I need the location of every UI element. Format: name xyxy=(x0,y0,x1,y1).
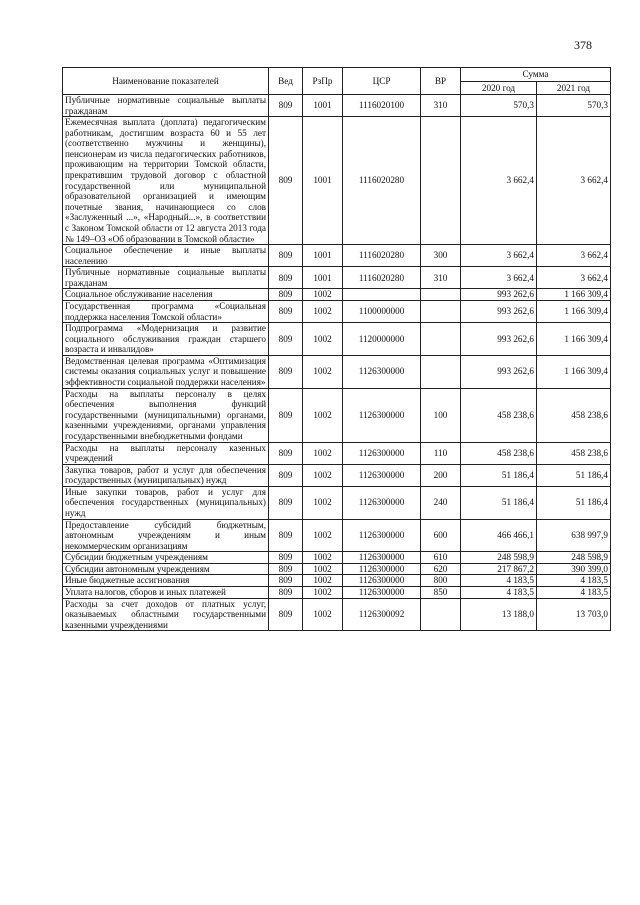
table-cell-ved: 809 xyxy=(269,442,303,464)
table-cell-rzpr: 1001 xyxy=(303,267,343,289)
table-cell-2021: 51 186,4 xyxy=(537,464,611,486)
header-csr: ЦСР xyxy=(343,68,421,95)
table-cell-name: Социальное обслуживание населения xyxy=(63,289,269,301)
table-cell-csr: 1116020280 xyxy=(343,245,421,267)
table-cell-csr: 1126300000 xyxy=(343,464,421,486)
table-cell-vr: 200 xyxy=(421,464,461,486)
table-cell-ved: 809 xyxy=(269,598,303,631)
table-cell-2020: 3 662,4 xyxy=(461,117,537,245)
table-cell-ved: 809 xyxy=(269,117,303,245)
table-row xyxy=(63,95,611,117)
table-cell-vr: 240 xyxy=(421,486,461,519)
page-number: 378 xyxy=(574,38,592,52)
table-cell-csr: 1126300000 xyxy=(343,587,421,599)
table-cell-rzpr: 1002 xyxy=(303,552,343,564)
table-cell-rzpr: 1002 xyxy=(303,519,343,552)
table-cell-2020: 458 238,6 xyxy=(461,442,537,464)
table-cell-rzpr: 1002 xyxy=(303,289,343,301)
table-cell-2020: 570,3 xyxy=(461,95,537,117)
table-row xyxy=(63,289,611,301)
table-cell-csr xyxy=(343,289,421,301)
header-year-2020: 2020 год xyxy=(461,82,537,95)
table-cell-name: Субсидии автономным учреждениям xyxy=(63,563,269,575)
header-vr: ВР xyxy=(421,68,461,95)
table-cell-csr: 1100000000 xyxy=(343,300,421,322)
table-row xyxy=(63,442,611,464)
table-cell-name: Закупка товаров, работ и услуг для обеспечения государственных (муниципальных) нужд xyxy=(63,464,269,486)
table-cell-ved: 809 xyxy=(269,552,303,564)
table-cell-2021: 3 662,4 xyxy=(537,245,611,267)
table-cell-2021: 1 166 309,4 xyxy=(537,323,611,356)
table-cell-2021: 248 598,9 xyxy=(537,552,611,564)
table-cell-2020: 993 262,6 xyxy=(461,355,537,388)
table-row xyxy=(63,575,611,587)
table-cell-ved: 809 xyxy=(269,464,303,486)
table-cell-name: Социальное обеспечение и иные выплаты населению xyxy=(63,245,269,267)
table-cell-2020: 4 183,5 xyxy=(461,587,537,599)
table-cell-rzpr: 1001 xyxy=(303,117,343,245)
table-row xyxy=(63,598,611,631)
table-cell-ved: 809 xyxy=(269,388,303,442)
table-cell-2020: 51 186,4 xyxy=(461,486,537,519)
table-cell-rzpr: 1001 xyxy=(303,95,343,117)
table-cell-ved: 809 xyxy=(269,486,303,519)
table-cell-csr: 1126300000 xyxy=(343,552,421,564)
table-cell-2020: 217 867,2 xyxy=(461,563,537,575)
table-cell-csr: 1116020280 xyxy=(343,267,421,289)
table-cell-vr: 850 xyxy=(421,587,461,599)
table-cell-name: Государственная программа «Социальная поддержка населения Томской области» xyxy=(63,300,269,322)
table-cell-rzpr: 1002 xyxy=(303,486,343,519)
table-cell-csr: 1116020280 xyxy=(343,117,421,245)
table-cell-2020: 3 662,4 xyxy=(461,267,537,289)
table-cell-ved: 809 xyxy=(269,289,303,301)
table-cell-2021: 570,3 xyxy=(537,95,611,117)
table-cell-rzpr: 1002 xyxy=(303,575,343,587)
table-row xyxy=(63,486,611,519)
table-cell-rzpr: 1002 xyxy=(303,323,343,356)
table-cell-rzpr: 1002 xyxy=(303,563,343,575)
table-cell-name: Иные закупки товаров, работ и услуг для обеспечения государственных (муниципальных) нужд xyxy=(63,486,269,519)
table-cell-name: Предоставление субсидий бюджетным, автономным учреждениям и иным некоммерческим организациям xyxy=(63,519,269,552)
table-cell-rzpr: 1002 xyxy=(303,388,343,442)
header-rzpr: РзПр xyxy=(303,68,343,95)
table-cell-name: Расходы на выплаты персоналу в целях обеспечения выполнения функций государственными (муниципальными) органами, казенными учреждениями, органами управления государственными внебюджетными фондами xyxy=(63,388,269,442)
table-cell-2020: 993 262,6 xyxy=(461,289,537,301)
table-cell-2021: 13 703,0 xyxy=(537,598,611,631)
table-cell-name: Расходы на выплаты персоналу казенных учреждений xyxy=(63,442,269,464)
table-cell-vr xyxy=(421,300,461,322)
table-cell-ved: 809 xyxy=(269,323,303,356)
table-row xyxy=(63,245,611,267)
table-cell-rzpr: 1002 xyxy=(303,587,343,599)
table-cell-2020: 993 262,6 xyxy=(461,323,537,356)
table-cell-ved: 809 xyxy=(269,300,303,322)
table-cell-ved: 809 xyxy=(269,563,303,575)
table-cell-2020: 993 262,6 xyxy=(461,300,537,322)
table-cell-vr: 800 xyxy=(421,575,461,587)
table-cell-2020: 4 183,5 xyxy=(461,575,537,587)
table-cell-name: Публичные нормативные социальные выплаты гражданам xyxy=(63,95,269,117)
table-cell-2020: 3 662,4 xyxy=(461,245,537,267)
table-row xyxy=(63,355,611,388)
header-sum: Сумма xyxy=(461,68,611,82)
table-cell-ved: 809 xyxy=(269,519,303,552)
table-cell-csr: 1126300000 xyxy=(343,355,421,388)
table-cell-2020: 466 466,1 xyxy=(461,519,537,552)
table-row xyxy=(63,552,611,564)
table-cell-vr: 110 xyxy=(421,442,461,464)
table-row xyxy=(63,267,611,289)
table-cell-vr xyxy=(421,323,461,356)
table-cell-vr: 310 xyxy=(421,95,461,117)
table-row xyxy=(63,519,611,552)
table-cell-2020: 458 238,6 xyxy=(461,388,537,442)
table-cell-ved: 809 xyxy=(269,267,303,289)
table-cell-2020: 13 188,0 xyxy=(461,598,537,631)
table-cell-2021: 4 183,5 xyxy=(537,575,611,587)
table-cell-ved: 809 xyxy=(269,587,303,599)
table-cell-csr: 1120000000 xyxy=(343,323,421,356)
table-cell-rzpr: 1002 xyxy=(303,598,343,631)
table-cell-vr: 310 xyxy=(421,267,461,289)
table-cell-2021: 390 399,0 xyxy=(537,563,611,575)
table-cell-name: Уплата налогов, сборов и иных платежей xyxy=(63,587,269,599)
table-cell-name: Иные бюджетные ассигнования xyxy=(63,575,269,587)
table-body xyxy=(63,95,611,631)
table-cell-vr: 300 xyxy=(421,245,461,267)
table-cell-name: Расходы за счет доходов от платных услуг, оказываемых областными государственными казенными учреждениями xyxy=(63,598,269,631)
table-row xyxy=(63,117,611,245)
header-year-2021: 2021 год xyxy=(537,82,611,95)
table-cell-2020: 248 598,9 xyxy=(461,552,537,564)
table-row xyxy=(63,300,611,322)
budget-table xyxy=(62,67,611,631)
table-cell-csr: 1126300000 xyxy=(343,519,421,552)
table-cell-name: Публичные нормативные социальные выплаты гражданам xyxy=(63,267,269,289)
table-row xyxy=(63,587,611,599)
table-row xyxy=(63,563,611,575)
table-cell-name: Ежемесячная выплата (доплата) педагогическим работникам, достигшим возраста 60 и 55 лет (соответственно мужчины и женщины), пенсионерам из числа педагогических работников, проживающим на территории Томской области, прекратившим трудовой договор с областной государственной или муниципальной образовательной организацией и имеющим почетные звания, начинающиеся со слов «Заслуженный ...», «Народный...», в соответствии с Законом Томской области от 12 августа 2013 года № 149–ОЗ «Об образовании в Томской области» xyxy=(63,117,269,245)
table-cell-vr: 620 xyxy=(421,563,461,575)
table-row xyxy=(63,464,611,486)
table-row xyxy=(63,388,611,442)
table-cell-csr: 1126300000 xyxy=(343,388,421,442)
table-cell-2021: 1 166 309,4 xyxy=(537,355,611,388)
table-cell-name: Субсидии бюджетным учреждениям xyxy=(63,552,269,564)
table-cell-csr: 1116020100 xyxy=(343,95,421,117)
header-name: Наименование показателей xyxy=(63,68,269,95)
table-cell-rzpr: 1002 xyxy=(303,464,343,486)
table-cell-ved: 809 xyxy=(269,95,303,117)
table-cell-name: Ведомственная целевая программа «Оптимизация системы оказания социальных услуг и повышение эффективности социальной поддержки населения» xyxy=(63,355,269,388)
table-cell-2021: 458 238,6 xyxy=(537,442,611,464)
table-cell-2021: 1 166 309,4 xyxy=(537,300,611,322)
table-cell-2021: 638 997,9 xyxy=(537,519,611,552)
table-cell-2021: 458 238,6 xyxy=(537,388,611,442)
table-cell-2021: 4 183,5 xyxy=(537,587,611,599)
table-cell-2021: 3 662,4 xyxy=(537,267,611,289)
table-cell-vr: 600 xyxy=(421,519,461,552)
table-cell-csr: 1126300092 xyxy=(343,598,421,631)
table-cell-2021: 3 662,4 xyxy=(537,117,611,245)
header-ved: Вед xyxy=(269,68,303,95)
table-cell-vr xyxy=(421,355,461,388)
table-cell-vr: 610 xyxy=(421,552,461,564)
table-cell-rzpr: 1001 xyxy=(303,245,343,267)
table-row xyxy=(63,323,611,356)
table-cell-2021: 51 186,4 xyxy=(537,486,611,519)
table-cell-rzpr: 1002 xyxy=(303,355,343,388)
table-cell-vr xyxy=(421,117,461,245)
table-cell-2020: 51 186,4 xyxy=(461,464,537,486)
table-cell-name: Подпрограмма «Модернизация и развитие социального обслуживания граждан старшего возраста и инвалидов» xyxy=(63,323,269,356)
table-cell-ved: 809 xyxy=(269,575,303,587)
table-cell-rzpr: 1002 xyxy=(303,300,343,322)
table-cell-vr xyxy=(421,598,461,631)
table-cell-csr: 1126300000 xyxy=(343,575,421,587)
table-cell-vr: 100 xyxy=(421,388,461,442)
table-cell-ved: 809 xyxy=(269,355,303,388)
table-cell-rzpr: 1002 xyxy=(303,442,343,464)
table-cell-csr: 1126300000 xyxy=(343,563,421,575)
table-cell-csr: 1126300000 xyxy=(343,486,421,519)
table-cell-csr: 1126300000 xyxy=(343,442,421,464)
table-cell-2021: 1 166 309,4 xyxy=(537,289,611,301)
table-cell-vr xyxy=(421,289,461,301)
table-cell-ved: 809 xyxy=(269,245,303,267)
